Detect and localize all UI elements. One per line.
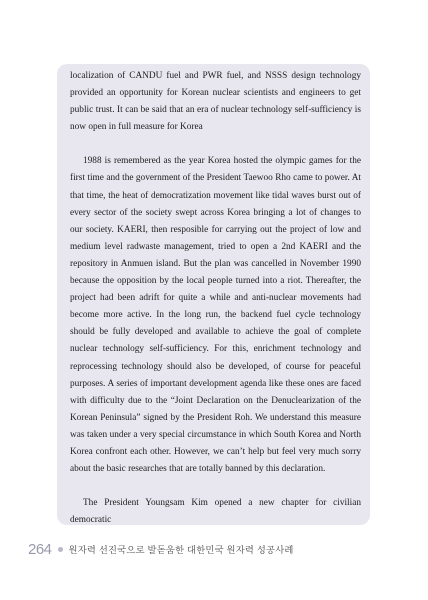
text-panel bbox=[57, 64, 370, 525]
paragraph-gap bbox=[70, 136, 361, 153]
paragraph-gap bbox=[70, 478, 361, 495]
page-footer bbox=[28, 541, 294, 557]
paragraph-3: The President Youngsam Kim opened a new chapter for civilian democratic bbox=[70, 498, 361, 525]
bullet-dot-icon bbox=[58, 547, 63, 552]
running-title: 원자력 선진국으로 발돋움한 대한민국 원자력 성공사례 bbox=[68, 545, 294, 555]
page-number: 264 bbox=[28, 540, 52, 558]
paragraph-2: 1988 is remembered as the year Korea hosted the olympic games for the first time and the government of the President Taewoo Rho came to power. At that time, the heat of democratization movement like tidal waves burst out of every sector of the society swept across Korea bringing a lot of changes to our society. KAERI, then resposible for carrying out the project of low and medium level radwaste management, tried to open a 2nd KAERI and the repository in Anmuen island. But the plan was cancelled in November 1990 because the opposition by the local people turned into a riot. Thereafter, the project had been adrift for quite a while and anti-nuclear movements had become more active. In the long run, the backend fuel cycle technology should be fully developed and available to achieve the goal of complete nuclear technology self-sufficiency. For this, enrichment technology and reprocessing technology should also be developed, of course for peaceful purposes. A series of important development agenda like these ones are faced with difficulty due to the “Joint Declaration on the Denuclearization of the Korean Peninsula” signed by the President Roh. We understand this measure was taken under a very special circumstance in which South Korea and North Korea confront each other. However, we can’t help but feel very much sorry about the basic researches that are totally banned by this declaration. bbox=[70, 156, 361, 475]
paragraph-1: localization of CANDU fuel and PWR fuel, and NSSS design technology provided an opportunity for Korean nuclear scientists and engineers to get public trust. It can be said that an era of nuclear technology self-sufficiency is now open in full measure for Korea bbox=[70, 71, 361, 133]
